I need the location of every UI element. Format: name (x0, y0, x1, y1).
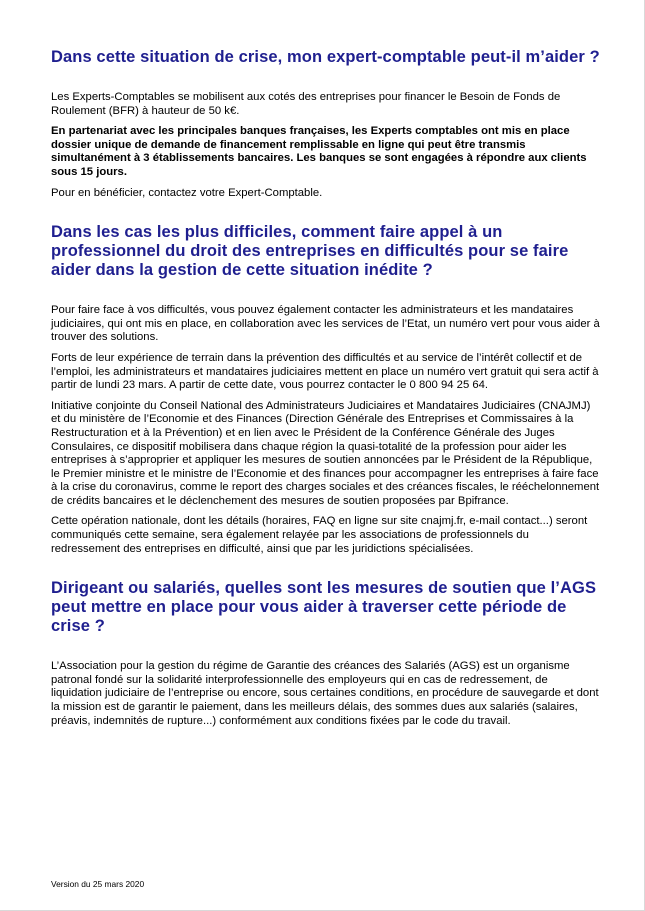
section-2-paragraph-1: Pour faire face à vos difficultés, vous pouvez également contacter les administrateurs et les mandataires judiciaires, qui ont mis en place, en collaboration avec les services de l’Etat, un numéro vert pour vous aider à trouver des solutions. (51, 304, 600, 344)
section-1-paragraph-3: Pour en bénéficier, contactez votre Expert-Comptable. (51, 186, 323, 199)
section-1-paragraph-1: Les Experts-Comptables se mobilisent aux cotés des entreprises pour financer le Besoin de Fonds de Roulement (BFR) à hauteur de 50 k€. (51, 91, 561, 117)
section-2-paragraph-4: Cette opération nationale, dont les détails (horaires, FAQ en ligne sur site cnajmj.fr, e-mail contact...) seront communiqués cette semaine, sera également relayée par les associations de professionnels du redressement des entreprises en difficulté, ainsi que par les juridictions spécialisées. (51, 515, 588, 555)
section-2-paragraph-2: Forts de leur expérience de terrain dans la prévention des difficultés et au service de l’intérêt collectif et de l’emploi, les administrateurs et mandataires judiciaires mettent en place un numéro vert gratuit qui sera actif à partir de lundi 23 mars. A partir de cette date, vous pourrez contacter le 0 800 94 25 64. (51, 351, 599, 392)
section-3-paragraph-1: L’Association pour la gestion du régime de Garantie des créances des Salariés (AGS) est un organisme patronal fondé sur la solidarité interprofessionnelle des employeurs qui en cas de redressement, de liquidation judiciaire de l’entreprise ou encore, sous certaines conditions, en procédure de sauvegarde et dont la mission est de garantir le paiement, dans les meilleurs délais, des sommes dues aux salariés (salaires, préavis, indemnités de rupture...) conformément aux conditions fixées par le code du travail. (51, 660, 599, 727)
section-2-title: Dans les cas les plus difficiles, comment faire appel à un professionnel du droit des entreprises en difficultés pour se faire aider dans la gestion de cette situation inédite ? (51, 223, 569, 280)
section-3-title: Dirigeant ou salariés, quelles sont les mesures de soutien que l’AGS peut mettre en place pour vous aider à traverser cette période de crise ? (51, 579, 597, 636)
section-2-paragraph-3: Initiative conjointe du Conseil National des Administrateurs Judiciaires et Mandataires Judiciaires (CNAJMJ) et du ministère de l’Economie et des Finances (Direction Générale des Entreprises et Commissaires à la Restructuration et à la Prévention) et en lien avec le Président de la Conférence Générale des Juges Consulaires, ce dispositif mobilisera dans chaque région la quasi-totalité de la profession pour aider les entreprises à s’approprier et appliquer les mesures de soutien annoncées par le Président de la République, le Premier ministre et le ministre de l’Economie et des finances pour accompagner les entreprises à faire face à la crise du coronavirus, comme le report des charges sociales et des créances fiscales, le rééchelonnement de crédits bancaires et le déclenchement des mesures de soutien proposées par Bpifrance. (51, 399, 600, 507)
section-1-title: Dans cette situation de crise, mon expert-comptable peut-il m’aider ? (51, 48, 600, 66)
document-content (51, 48, 601, 728)
section-1-paragraph-2: En partenariat avec les principales banques françaises, les Experts comptables ont mis en place dossier unique de demande de financement remplissable en ligne qui peut être transmis simultanément à 3 établissements bancaires. Les banques se sont engagées à répondre aux clients sous 15 jours. (51, 125, 587, 178)
footer-version: Version du 25 mars 2020 (51, 879, 145, 889)
